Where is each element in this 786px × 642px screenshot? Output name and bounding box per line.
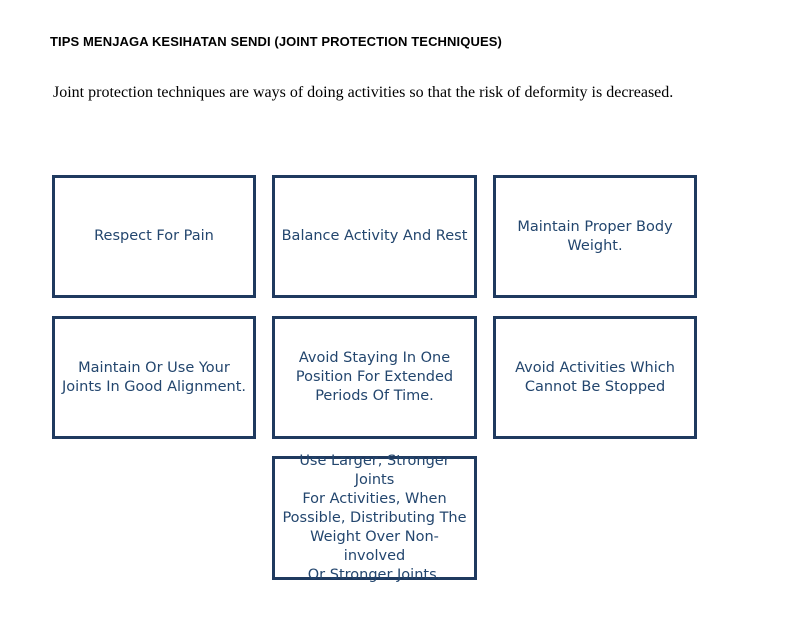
tip-text: Respect For Pain (94, 228, 214, 244)
tip-text: Maintain Proper Body Weight. (517, 218, 673, 254)
tip-box-balance-activity-rest (272, 175, 477, 298)
intro-paragraph: Joint protection techniques are ways of doing activities so that the risk of deformity is decreased. (53, 84, 674, 101)
tip-box-avoid-staying-one-position (272, 316, 477, 439)
tip-text: Avoid Activities Which Cannot Be Stopped (515, 359, 675, 395)
tip-text: Maintain Or Use Your Joints In Good Alignment. (62, 359, 246, 395)
tip-box-joint-alignment (52, 316, 256, 439)
tip-box-maintain-body-weight (493, 175, 697, 298)
tip-text: Balance Activity And Rest (281, 228, 468, 244)
tip-text: Avoid Staying In One Position For Extended Periods Of Time. (295, 350, 454, 404)
document-title: TIPS MENJAGA KESIHATAN SENDI (JOINT PROTECTION TECHNIQUES) (50, 34, 502, 49)
tip-box-respect-for-pain (52, 175, 256, 298)
tip-box-use-larger-joints (272, 452, 477, 583)
tip-box-avoid-unstoppable-activities (493, 316, 697, 439)
tip-text: Use Larger, Stronger Joints For Activities, When Possible, Distributing The Weight Over Non-involved Or Stronger Joints. (282, 452, 467, 583)
